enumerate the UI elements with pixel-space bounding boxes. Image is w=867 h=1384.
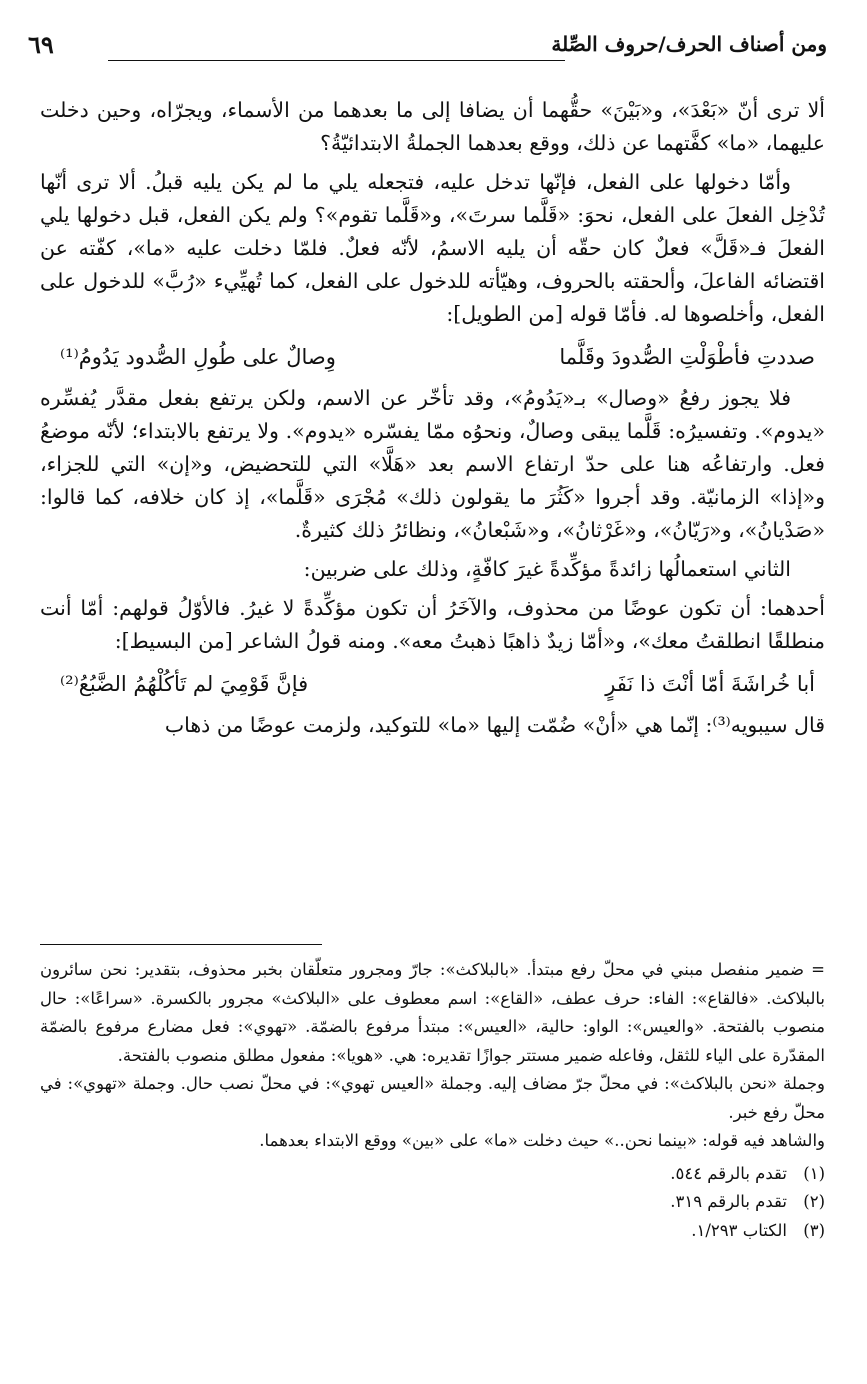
footnote-continuation: وجملة «نحن بالبلاكث»: في محلّ جرّ مضاف إليه. وجملة «العيس تهوي»: في محلّ نصب حال. وجملة «تهوي»: في محلّ رفع خبر. [40, 1074, 825, 1122]
footnote-text: تقدم بالرقم ٣١٩. [670, 1192, 787, 1211]
verse-second-hemistich: وِصالٌ على طُولِ الصُّدود يَدُومُ⁽¹⁾ [60, 345, 336, 369]
footnote-list [40, 1160, 825, 1246]
verse-first-hemistich: أبا خُراشَةَ أمّا أنْتَ ذا نَفَرٍ [605, 672, 815, 696]
footnote-number: (٢) [803, 1192, 825, 1211]
page-number: ٦٩ [28, 30, 54, 59]
paragraph: وأمّا دخولها على الفعل، فإنّها تدخل عليه، فتجعله يلي ما لم يكن يليه قبلُ. ألا ترى أنّها تُدْخِل الفعلَ على الفعل، نحوَ: «قَلَّما سرتَ»، و«قَلَّما تقوم»؟ ولم يكن الفعل، قبل دخولها يلي الفعلَ فـ«قَلَّ» فعلٌ كان حقّه أن يليه الاسمُ، لأنّه فعلٌ. فلمّا دخلت عليه «ما»، كفّته عن اقتضائه الفاعلَ، وألحقته بالحروف، وهيّأته للدخول على الفعل، كما تُهيِّيء «رُبَّ» للدخول على الفعل، وأخلصوها له. فأمّا قوله [من الطويل]: [40, 170, 825, 326]
header-rule [108, 60, 565, 61]
footnote-number: (٣) [803, 1220, 825, 1240]
footnote-continuation: والشاهد فيه قوله: «بينما نحن..» حيث دخلت «ما» على «بين» ووقع الابتداء بعدهما. [259, 1131, 825, 1150]
verse-line [40, 337, 825, 382]
footnotes [40, 956, 825, 1245]
paragraph: قال سيبويه⁽³⁾: إنّما هي «أنْ» ضُمّت إليها «ما» للتوكيد، ولزمت عوضًا من ذهاب [164, 713, 825, 737]
footnote-text: تقدم بالرقم ٥٤٤. [670, 1163, 787, 1183]
paragraph: أحدهما: أن تكون عوضًا من محذوف، والآخَرُ أن تكون مؤكِّدةً لا غيرُ. فالأوّلُ قولهم: أمّا أنت منطلقًا انطلقتُ معك»، و«أمّا زيدٌ ذاهبًا ذهبتُ معه». ومنه قولُ الشاعر [من البسيط]: [40, 596, 825, 653]
paragraph: ألا ترى أنّ «بَعْدَ»، و«بَيْنَ» حقُّهما أن يضافا إلى ما بعدهما من الأسماء، ويجرّاه، وحين دخلت عليهما، «ما» كفَّتهما عن ذلك، ووقع بعدهما الجملةُ الابتدائيّةُ؟ [40, 98, 825, 155]
running-title: ومن أصناف الحرف/حروف الصِّلة [551, 32, 827, 56]
verse-line [40, 664, 825, 709]
footnote-continuation: = ضمير منفصل مبني في محلّ رفع مبتدأ. «بالبلاكث»: جارّ ومجرور متعلّقان بخبر محذوف، بتقدير: نحن سائرون بالبلاكث. «فالقاع»: الفاء: حرف عطف، «القاع»: اسم معطوف على «البلاكث» مجرور بالكسرة. «سراعًا»: حال منصوب بالفتحة. «والعيس»: الواو: حالية، «العيس»: مبتدأ مرفوع بالضمّة. «تهوي»: فعل مضارع مرفوع بالضمّة المقدّرة على الياء للثقل، وفاعله ضمير مستتر جوازًا تقديره: هي. «هويا»: مفعول مطلق منصوب بالفتحة. [40, 960, 826, 1065]
paragraph: فلا يجوز رفعُ «وصال» بـ«يَدُومُ»، وقد تأخّر عن الاسم، ولكن يرتفع بفعل مقدَّر يُفسِّره «يدوم». وتفسيرُه: قَلَّما يبقى وصالٌ، ونحوُه ممّا يفسّره «يدوم». ولا يرتفع بالابتداء؛ لأنّه موضعُ فعل. وارتفاعُه هنا على حدّ ارتفاع الاسم بعد «هَلَّا» التي للتحضيض، و«إن» التي للجزاء، و«إذا» الزمانيّة. وقد أجروا «كَثُرَ ما يقولون ذلك» مُجْرَى «قَلَّما»، إذ كان خلافه، كما قالوا: «صَدْيانُ»، و«رَيّانُ»، و«غَرْثانُ»، و«شَبْعانُ»، ونظائرُ ذلك كثيرةٌ. [40, 386, 825, 542]
footnote-separator [40, 944, 322, 945]
main-text [40, 94, 825, 748]
verse-first-hemistich: صددتِ فأطْوَلْتِ الصُّدودَ وقَلَّما [559, 345, 815, 369]
footnote-text: الكتاب ١/٢٩٣. [691, 1220, 787, 1240]
paragraph: الثاني استعمالُها زائدةً مؤكِّدةً غيرَ كافّةٍ، وذلك على ضربين: [303, 557, 791, 581]
page-header [28, 28, 827, 68]
footnote [40, 1217, 825, 1246]
footnote [40, 1160, 825, 1189]
footnote-number: (١) [803, 1163, 825, 1183]
verse-second-hemistich: فإنَّ قَوْمِيَ لم تَأكُلْهُمُ الضَّبُعُ⁽²⁾ [60, 672, 309, 696]
footnote [40, 1188, 825, 1217]
